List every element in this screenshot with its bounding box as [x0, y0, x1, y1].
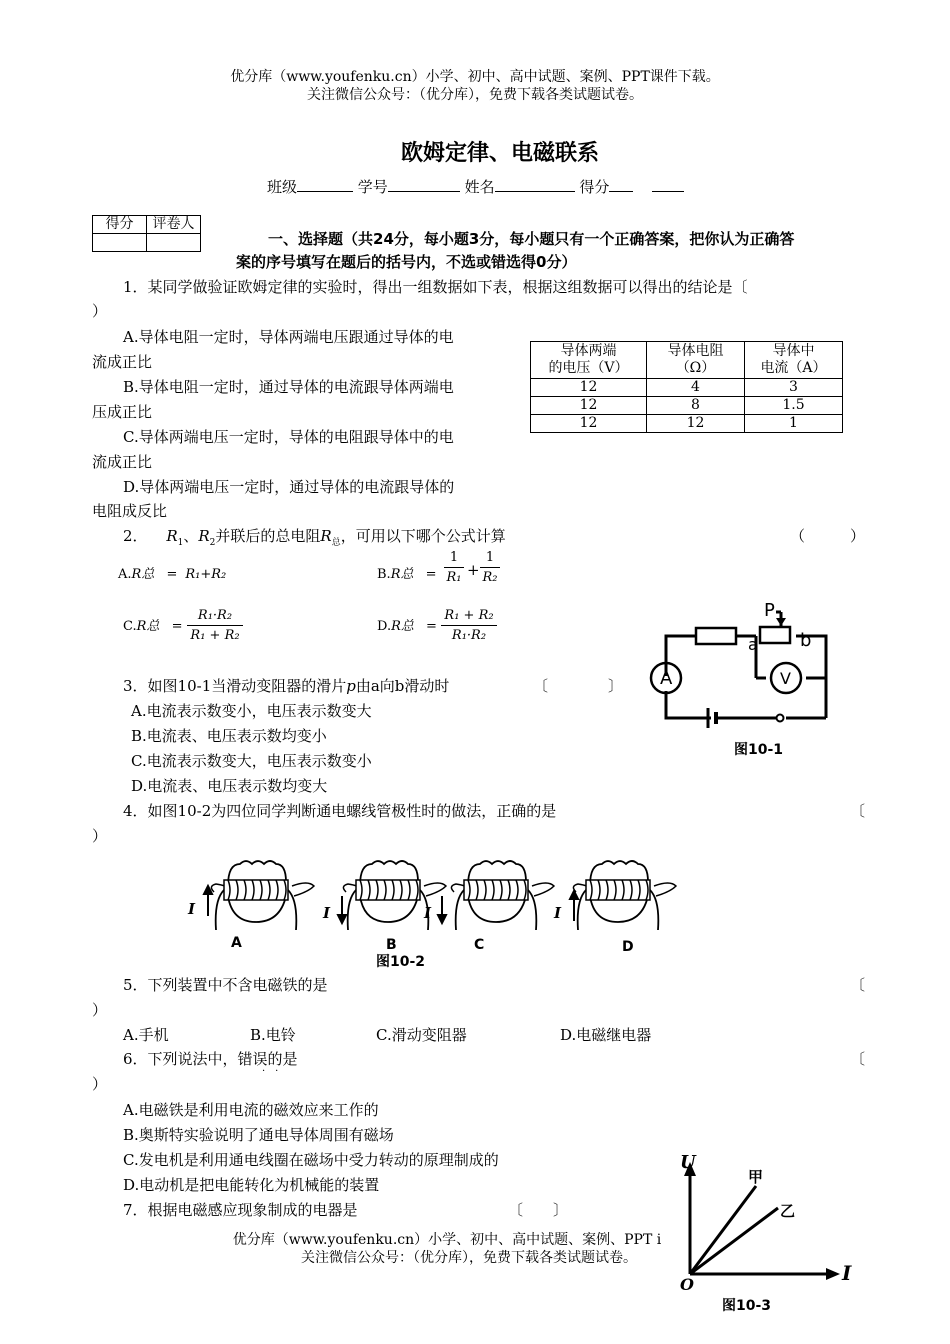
footer-line-2: 关注微信公众号：（优分库），免费下载各类试题试卷。 [301, 1250, 637, 1266]
ui-graph [672, 1148, 862, 1316]
q4-stem: 4．如图10-2为四位同学判断通电螺线管极性时的做法，正确的是 [123, 802, 557, 820]
q7-bracket[interactable]: 〔 〕 [508, 1201, 569, 1219]
table-row [531, 415, 843, 433]
q3-option-c: C.电流表示数变大，电压表示数变小 [131, 752, 372, 770]
voltmeter-label: V [780, 669, 791, 688]
cell-current: 3 [745, 379, 843, 397]
score-table-col2: 评卷人 [147, 216, 201, 234]
q1-option-a2: 流成正比 [92, 353, 153, 371]
q2-b-plus: + [467, 561, 480, 579]
class-blank[interactable] [297, 177, 353, 192]
id-blank[interactable] [388, 177, 460, 192]
q1-option-c1: C.导体两端电压一定时，导体的电阻跟导体中的电 [123, 428, 454, 446]
q5-option-a: A.手机 [123, 1026, 169, 1044]
score-table [92, 215, 201, 252]
q6-stem: 6．下列说法中，错误的是 [123, 1050, 298, 1068]
solenoid-hands-figure [180, 846, 680, 976]
section-heading-a: 一、选择题（共24分，每小题3分，每小题只有一个正确答案，把你认为正确答 [268, 230, 795, 248]
id-label: 学号 [357, 178, 388, 196]
q1-stem: 1．某同学做验证欧姆定律的实验时，得出一组数据如下表，根据这组数据可以得出的结论是〔 [123, 278, 748, 296]
cell-voltage: 12 [531, 379, 647, 397]
emphasis-dots: · · [262, 1066, 279, 1077]
axis-i-label: I [842, 1261, 852, 1285]
q1-option-a1: A.导体电阻一定时，导体两端电压跟通过导体的电 [123, 328, 454, 346]
q6-option-c: C.发电机是利用通电线圈在磁场中受力转动的原理制成的 [123, 1151, 499, 1169]
q4-open: 〔 [850, 802, 866, 820]
header-line-2: 关注微信公众号：（优分库），免费下载各类试题试卷。 [307, 87, 643, 103]
q2-option-d-label: D.R总 = [377, 619, 437, 634]
current-label: I [424, 904, 432, 922]
current-label: I [554, 904, 562, 922]
q6-close: ） [92, 1075, 108, 1093]
name-blank[interactable] [495, 177, 575, 192]
q1-option-b2: 压成正比 [92, 403, 153, 421]
grader-cell[interactable] [147, 234, 201, 252]
cell-resistance: 8 [647, 397, 745, 415]
q6-open: 〔 [850, 1050, 866, 1068]
cell-voltage: 12 [531, 415, 647, 433]
q5-open: 〔 [850, 976, 866, 994]
table-header-current: 导体中 电流（A） [745, 342, 843, 379]
q5-option-c: C.滑动变阻器 [376, 1026, 467, 1044]
q3-option-b: B.电流表、电压表示数均变小 [131, 727, 327, 745]
ammeter-label: A [660, 668, 673, 689]
q1-close: ） [92, 302, 108, 320]
class-label: 班级 [267, 178, 298, 196]
section-heading-b: 案的序号填写在题后的括号内，不选或错选得0分） [236, 253, 577, 271]
cell-current: 1.5 [745, 397, 843, 415]
cell-resistance: 4 [647, 379, 745, 397]
cell-resistance: 12 [647, 415, 745, 433]
slider-p-label: P [764, 600, 775, 621]
option-d-label: D [622, 939, 634, 955]
q2-option-b-label: B.R总 = [377, 567, 437, 582]
info-line [267, 176, 684, 197]
score-table-col1: 得分 [93, 216, 147, 234]
q4-close: ） [92, 827, 108, 845]
q1-data-table [530, 341, 843, 433]
page-title: 欧姆定律、电磁联系 [400, 141, 599, 166]
point-b-label: b [800, 630, 812, 651]
fig-10-2-caption: 图10-2 [376, 954, 426, 970]
score-blank[interactable] [609, 177, 633, 192]
q5-option-d: D.电磁继电器 [560, 1026, 652, 1044]
q2-d-frac: R₁ + R₂ R₁·R₂ [441, 608, 497, 643]
q1-option-d1: D.导体两端电压一定时，通过导体的电流跟导体的 [123, 478, 455, 496]
q2-b-frac2: 1 R₂ [480, 550, 500, 585]
circuit-diagram [636, 596, 836, 766]
table-header-resistance: 导体电阻 （Ω） [647, 342, 745, 379]
name-label: 姓名 [464, 178, 495, 196]
cell-voltage: 12 [531, 397, 647, 415]
header-line-1: 优分库（www.youfenku.cn）小学、初中、高中试题、案例、PPT课件下载。 [230, 69, 720, 85]
q5-close: ） [92, 1001, 108, 1019]
q1-option-d2: 电阻成反比 [92, 502, 168, 520]
origin-label: O [680, 1275, 694, 1294]
line-jia-label: 甲 [748, 1168, 764, 1186]
q2-option-a: A.R总 = R₁+R₂ [118, 567, 227, 582]
score-blank-2[interactable] [652, 177, 684, 192]
q2-stem: 2． $R_1$、$R_2$并联后的总电阻$R_总$，可用以下哪个公式计算 [123, 527, 506, 548]
table-row [531, 379, 843, 397]
q6-option-d: D.电动机是把电能转化为机械能的装置 [123, 1176, 380, 1194]
line-yi-label: 乙 [780, 1202, 796, 1220]
cell-current: 1 [745, 415, 843, 433]
current-label: I [188, 900, 196, 918]
axis-u-label: U [680, 1152, 696, 1173]
score-label: 得分 [579, 178, 610, 196]
score-cell[interactable] [93, 234, 147, 252]
q3-option-d: D.电流表、电压表示数均变大 [131, 777, 328, 795]
option-c-label: C [474, 937, 485, 953]
current-label: I [323, 904, 331, 922]
q5-stem: 5．下列装置中不含电磁铁的是 [123, 976, 328, 994]
q6-option-a: A.电磁铁是利用电流的磁效应来工作的 [123, 1101, 379, 1119]
q3-option-a: A.电流表示数变小，电压表示数变大 [131, 702, 372, 720]
q2-b-frac1: 1 R₁ [444, 550, 464, 585]
q6-option-b: B.奥斯特实验说明了通电导体周围有磁场 [123, 1126, 394, 1144]
fig-10-3-caption: 图10-3 [722, 1298, 772, 1314]
option-a-label: A [231, 935, 242, 951]
q3-stem: 3．如图10-1当滑动变阻器的滑片p由a向b滑动时 [123, 677, 450, 695]
q3-bracket[interactable]: 〔 〕 [533, 677, 624, 695]
option-b-label: B [386, 937, 397, 953]
q7-stem: 7．根据电磁感应现象制成的电器是 [123, 1201, 358, 1219]
q2-bracket[interactable]: （ ） [790, 527, 866, 545]
q2-c-frac: R₁·R₂ R₁ + R₂ [187, 608, 243, 643]
q2-option-c-label: C.R总 = [123, 619, 183, 634]
table-header-voltage: 导体两端 的电压（V） [531, 342, 647, 379]
fig-10-1-caption: 图10-1 [734, 742, 784, 758]
q1-option-b1: B.导体电阻一定时，通过导体的电流跟导体两端电 [123, 378, 454, 396]
q5-option-b: B.电铃 [250, 1026, 296, 1044]
table-row [531, 397, 843, 415]
q1-option-c2: 流成正比 [92, 453, 153, 471]
footer-line-1: 优分库（www.youfenku.cn）小学、初中、高中试题、案例、PPT i [232, 1232, 662, 1248]
point-a-label: a [748, 635, 758, 654]
